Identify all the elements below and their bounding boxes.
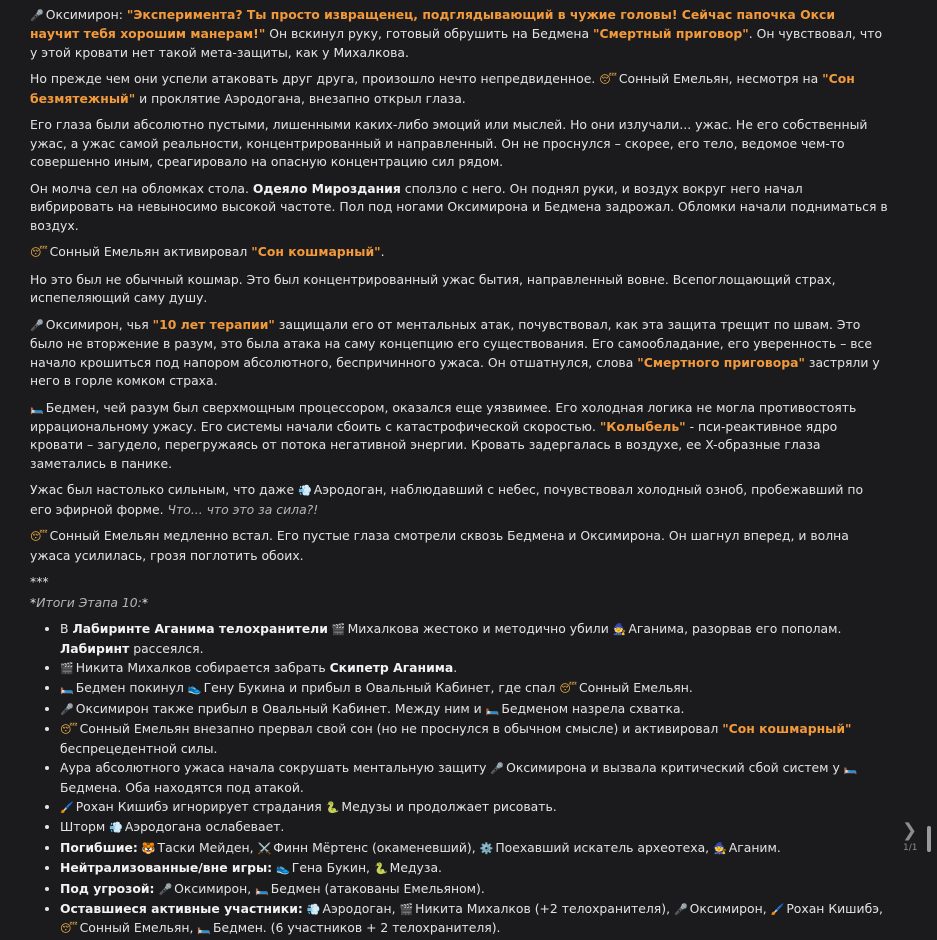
microphone-icon: 🎤 xyxy=(158,882,173,896)
paragraph: 🎤 Оксимирон, чья "10 лет терапии" защищали его от ментальных атак, почувствовал, как эта защита трещит по швам. Это было не вторжение в разум, это была атака на саму концепцию его существования. Его самообладание, его уверенность – все начало крошиться под напором абсолютного, беспричинного ужаса. Он отшатнулся, слова "Смертного приговора" застряли у него в горле комком страха. xyxy=(30,316,880,389)
list-item: • 🎤 Оксимирон также прибыл в Овальный Кабинет. Между ним и 🛏️ Бедменом назрела схватка. xyxy=(60,700,888,719)
wind-icon: 💨 xyxy=(298,484,312,498)
paragraph: 🛏️ Бедмен, чей разум был сверхмощным процессором, оказался еще уязвимее. Его холодная логика не могла противостоять иррациональному ужасу. Его системы начали сбоить с катастрофической скоростью. "Колыбель" - пси-реактивное ядро кровати – загудело, перегружаясь от потока негативной энергии. Кровать задергалась в воздухе, ее X-образные глаза заметались в панике. xyxy=(30,399,857,471)
bed-icon: 🛏️ xyxy=(197,922,212,936)
bed-icon: 🛏️ xyxy=(843,762,858,776)
sleeping-face-icon: 😴 xyxy=(30,530,48,544)
paragraph: Его глаза были абсолютно пустыми, лишенными каких-либо эмоций или мыслей. Но они излучали... ужас. Не его собственный ужас, а ужас самой реальности, концентрированный и направленный. Он не проснулся – скорее, его тело, ведомое чем-то совершенно иным, среагировало на опасную концентрацию сил рядом. xyxy=(30,117,868,170)
list-item: • Аура абсолютного ужаса начала сокрушать ментальную защиту 🎤 Оксимирона и вызвала критический сбой систем у 🛏️Бедмена. Оба находятся под атакой. xyxy=(60,759,888,797)
snake-icon: 🐍 xyxy=(325,800,340,814)
gear-icon: ⚙️ xyxy=(479,841,494,855)
paragraph: 😴 Сонный Емельян активировал "Сон кошмарный". xyxy=(30,243,888,262)
summary-list xyxy=(30,620,888,939)
microphone-icon: 🎤 xyxy=(673,902,688,916)
clapperboard-icon: 🎬 xyxy=(60,662,74,676)
highlight-ability: "Сон кошмарный" xyxy=(251,244,381,260)
paintbrush-icon: 🖌️ xyxy=(770,902,785,916)
list-item: • Нейтрализованные/вне игры: 👟 Гена Букин, 🐍 Медуза. xyxy=(60,859,888,878)
list-item: • 🎬 Никита Михалков собирается забрать Скипетр Аганима. xyxy=(60,659,888,678)
italic-thought: Что... что это за сила?! xyxy=(167,501,319,517)
bed-icon: 🛏️ xyxy=(255,882,269,896)
highlight-ability: "Смертного приговора" xyxy=(637,354,805,370)
microphone-icon: 🎤 xyxy=(60,702,74,716)
list-item: • 😴 Сонный Емельян внезапно прервал свой сон (но не проснулся в обычном смысле) и активировал "Сон кошмарный" беспрецедентной силы. xyxy=(60,720,888,758)
bold-term: Одеяло Мироздания xyxy=(252,180,401,196)
next-page-chevron-icon[interactable]: ❯ xyxy=(902,820,918,841)
highlight-ability: "Колыбель" xyxy=(599,419,686,435)
clapperboard-icon: 🎬 xyxy=(331,623,346,637)
list-item: • Шторм 💨 Аэродогана ослабевает. xyxy=(60,818,888,837)
microphone-icon: 🎤 xyxy=(490,762,505,776)
list-item: • Погибшие: 🐯 Таски Мейден, ⚔️ Финн Мёртенс (окаменевший), ⚙️ Поехавший искатель археотеха, 🧙 Аганим. xyxy=(60,839,888,858)
list-item: • 🛏️ Бедмен покинул 👟 Гену Букина и прибыл в Овальный Кабинет, где спал 😴 Сонный Емельян. xyxy=(60,679,888,698)
sleeping-face-icon: 😴 xyxy=(30,246,48,260)
message-body xyxy=(30,6,888,940)
wind-icon: 💨 xyxy=(109,821,123,835)
bed-icon: 🛏️ xyxy=(485,702,500,716)
wind-icon: 💨 xyxy=(306,902,321,916)
paragraph: 🎤 Оксимирон: "Эксперимента? Ты просто извращенец, подглядывающий в чужие головы! Сейчас папочка Окси научит тебя хорошим манерам!" Он вскинул руку, готовый обрушить на Бедмена "Смертный приговор". Он чувствовал, что у этой кровати нет такой мета-защиты, как у Михалкова. xyxy=(30,7,883,60)
highlight-ability: "Смертный приговор" xyxy=(593,26,749,42)
bed-icon: 🛏️ xyxy=(30,401,44,415)
sneaker-icon: 👟 xyxy=(276,862,290,876)
separator: *** xyxy=(30,574,49,590)
sneaker-icon: 👟 xyxy=(187,682,202,696)
highlight-ability: "10 лет терапии" xyxy=(152,316,275,332)
highlight-quote: "Эксперимента? Ты просто извращенец, подглядывающий в чужие головы! Сейчас папочка Окси научит тебя хорошим манерам!" xyxy=(30,7,836,42)
tiger-icon: 🐯 xyxy=(141,841,156,855)
clapperboard-icon: 🎬 xyxy=(399,902,414,916)
page-indicator: 1/1 xyxy=(903,843,918,853)
list-item: • В Лабиринте Аганима телохранители 🎬 Михалкова жестоко и методично убили 🧙 Аганима, разорвав его пополам. Лабиринт рассеялся. xyxy=(60,620,888,658)
paragraph: Он молча сел на обломках стола. Одеяло Мироздания сползло с него. Он поднял руки, и воздух вокруг него начал вибрировать на невыносимо высокой частоте. Пол под ногами Оксимирона и Бедмена задрожал. Обломки начали подниматься в воздух. xyxy=(30,180,888,233)
sleeping-face-icon: 😴 xyxy=(60,922,78,936)
paragraph: 😴 Сонный Емельян медленно встал. Его пустые глаза смотрели сквозь Бедмена и Оксимирона. Он шагнул вперед, и волна ужаса усилилась, грозя поглотить обоих. xyxy=(30,528,849,563)
bed-icon: 🛏️ xyxy=(60,682,74,696)
sleeping-face-icon: 😴 xyxy=(559,682,578,696)
list-item: • 🖌️ Рохан Кишибэ игнорирует страдания 🐍 Медузы и продолжает рисовать. xyxy=(60,798,888,817)
sleeping-face-icon: 😴 xyxy=(60,723,78,737)
paragraph: Ужас был настолько сильным, что даже 💨 Аэродоган, наблюдавший с небес, почувствовал холодный озноб, пробежавший по его эфирной форме. Что... что это за сила?! xyxy=(30,482,864,517)
list-item: • Оставшиеся активные участники: 💨 Аэродоган, 🎬 Никита Михалков (+2 телохранителя), 🎤 Оксимирон, 🖌️ Рохан Кишибэ, 😴 Сонный Емельян, 🛏️ Бедмен. (6 участников + 2 телохранителя). xyxy=(60,900,888,939)
microphone-icon: 🎤 xyxy=(30,9,44,22)
paragraph: Но это был не обычный кошмар. Это был концентрированный ужас бытия, направленный вовне. Всепоглощающий страх, испепеляющий саму душу. xyxy=(30,271,836,306)
list-item: • Под угрозой: 🎤 Оксимирон, 🛏️ Бедмен (атакованы Емельяном). xyxy=(60,880,888,899)
snake-icon: 🐍 xyxy=(373,862,388,876)
summary-title: *Итоги Этапа 10:* xyxy=(30,594,149,610)
crossed-swords-icon: ⚔️ xyxy=(257,841,272,855)
sleeping-face-icon: 😴 xyxy=(599,73,617,87)
paragraph: Но прежде чем они успели атаковать друг друга, произошло нечто непредвиденное. 😴 Сонный Емельян, несмотря на "Сон безмятежный" и проклятие Аэродогана, внезапно открыл глаза. xyxy=(30,71,855,106)
paintbrush-icon: 🖌️ xyxy=(60,800,74,814)
microphone-icon: 🎤 xyxy=(30,318,44,332)
highlight-ability: "Сон безмятежный" xyxy=(30,71,855,106)
scrollbar-thumb[interactable] xyxy=(927,826,931,852)
mage-icon: 🧙 xyxy=(612,623,627,637)
mage-icon: 🧙 xyxy=(713,841,727,855)
